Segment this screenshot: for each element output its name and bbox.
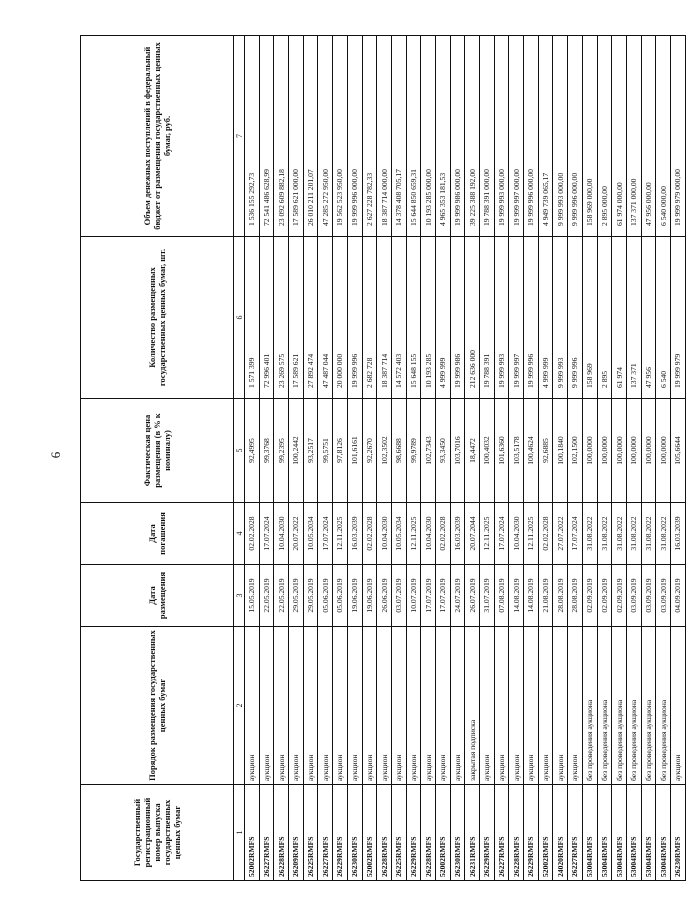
placement-date-cell: 02.09.2019: [612, 565, 627, 627]
placement-method-cell: аукцион: [347, 627, 362, 785]
budget-proceeds-cell: 9 999 993 000,00: [553, 36, 568, 237]
actual-price-cell: 92,4995: [245, 399, 260, 503]
budget-proceeds-cell: 61 974 000,00: [612, 36, 627, 237]
budget-proceeds-cell: 15 644 850 659,31: [406, 36, 421, 237]
quantity-cell: 15 648 155: [406, 237, 421, 399]
placement-method-cell: аукцион: [480, 627, 495, 785]
budget-proceeds-cell: 18 387 714 000,00: [377, 36, 392, 237]
column-number: 6: [234, 237, 245, 399]
actual-price-cell: 103,5178: [509, 399, 524, 503]
placement-method-cell: аукцион: [289, 627, 304, 785]
actual-price-cell: 99,9789: [406, 399, 421, 503]
placement-method-cell: без проведения аукциона: [626, 627, 641, 785]
registration-number-cell: 26227RMFS: [259, 785, 274, 881]
actual-price-cell: 101,6161: [347, 399, 362, 503]
quantity-cell: 19 999 996: [347, 237, 362, 399]
table-row: [538, 36, 553, 881]
actual-price-cell: 92,6885: [538, 399, 553, 503]
actual-price-cell: 99,5751: [318, 399, 333, 503]
budget-proceeds-cell: 19 999 979 000,00: [670, 36, 685, 237]
table-row: [347, 36, 362, 881]
placement-method-cell: аукцион: [259, 627, 274, 785]
quantity-cell: 212 636 000: [465, 237, 480, 399]
header-maturity-date: Дата погашения: [81, 503, 234, 565]
table-row: [568, 36, 583, 881]
quantity-cell: 19 999 986: [450, 237, 465, 399]
maturity-date-cell: 31.08.2022: [582, 503, 597, 565]
placement-method-cell: аукцион: [494, 627, 509, 785]
maturity-date-cell: 31.08.2022: [641, 503, 656, 565]
placement-method-cell: аукцион: [318, 627, 333, 785]
table-row: [582, 36, 597, 881]
maturity-date-cell: 10.04.2030: [421, 503, 436, 565]
quantity-cell: 19 999 996: [524, 237, 539, 399]
budget-proceeds-cell: 19 999 986 000,00: [450, 36, 465, 237]
maturity-date-cell: 16.03.2039: [347, 503, 362, 565]
registration-number-cell: 26228RMFS: [377, 785, 392, 881]
placement-method-cell: аукцион: [303, 627, 318, 785]
budget-proceeds-cell: 4 949 739 065,17: [538, 36, 553, 237]
quantity-cell: 47 487 044: [318, 237, 333, 399]
registration-number-cell: 26225RMFS: [391, 785, 406, 881]
budget-proceeds-cell: 158 969 000,00: [582, 36, 597, 237]
placement-date-cell: 14.08.2019: [509, 565, 524, 627]
placement-method-cell: аукцион: [377, 627, 392, 785]
maturity-date-cell: 12.11.2025: [524, 503, 539, 565]
registration-number-cell: 26230RMFS: [347, 785, 362, 881]
placement-date-cell: 03.09.2019: [641, 565, 656, 627]
quantity-cell: 14 572 403: [391, 237, 406, 399]
budget-proceeds-cell: 2 895 000,00: [597, 36, 612, 237]
registration-number-cell: 26209RMFS: [289, 785, 304, 881]
actual-price-cell: 100,0000: [626, 399, 641, 503]
header-row: [81, 36, 234, 881]
registration-number-cell: 26230RMFS: [450, 785, 465, 881]
registration-number-cell: 26227RMFS: [318, 785, 333, 881]
quantity-cell: 72 996 401: [259, 237, 274, 399]
table-row: [641, 36, 656, 881]
registration-number-cell: 53004RMFS: [656, 785, 671, 881]
placement-method-cell: аукцион: [568, 627, 583, 785]
maturity-date-cell: 20.07.2022: [289, 503, 304, 565]
actual-price-cell: 102,1500: [568, 399, 583, 503]
actual-price-cell: 100,4624: [524, 399, 539, 503]
actual-price-cell: 93,3450: [435, 399, 450, 503]
actual-price-cell: 99,2395: [274, 399, 289, 503]
registration-number-cell: 52002RMFS: [538, 785, 553, 881]
quantity-cell: 47 956: [641, 237, 656, 399]
actual-price-cell: 97,8126: [333, 399, 348, 503]
placement-date-cell: 17.07.2019: [435, 565, 450, 627]
budget-proceeds-cell: 9 999 996 000,00: [568, 36, 583, 237]
table-row: [333, 36, 348, 881]
header-actual-price: Фактическая цена размещения (в % к номиналу): [81, 399, 234, 503]
budget-proceeds-cell: 2 627 228 782,33: [362, 36, 377, 237]
quantity-cell: 61 974: [612, 237, 627, 399]
maturity-date-cell: 10.04.2030: [509, 503, 524, 565]
placement-date-cell: 04.09.2019: [670, 565, 685, 627]
budget-proceeds-cell: 26 010 211 201,07: [303, 36, 318, 237]
quantity-cell: 9 999 993: [553, 237, 568, 399]
table-row: [289, 36, 304, 881]
actual-price-cell: 100,0000: [612, 399, 627, 503]
registration-number-cell: 26228RMFS: [274, 785, 289, 881]
actual-price-cell: 100,0000: [641, 399, 656, 503]
maturity-date-cell: 10.05.2034: [303, 503, 318, 565]
registration-number-cell: 53004RMFS: [626, 785, 641, 881]
table-row: [670, 36, 685, 881]
placement-method-cell: аукцион: [538, 627, 553, 785]
actual-price-cell: 100,0000: [582, 399, 597, 503]
quantity-cell: 4 999 999: [538, 237, 553, 399]
quantity-cell: 27 892 474: [303, 237, 318, 399]
budget-proceeds-cell: 19 562 523 950,00: [333, 36, 348, 237]
maturity-date-cell: 17.07.2024: [494, 503, 509, 565]
placement-method-cell: аукцион: [333, 627, 348, 785]
registration-number-cell: 26227RMFS: [494, 785, 509, 881]
placement-date-cell: 14.08.2019: [524, 565, 539, 627]
maturity-date-cell: 31.08.2022: [626, 503, 641, 565]
placement-method-cell: аукцион: [406, 627, 421, 785]
registration-number-cell: 53004RMFS: [597, 785, 612, 881]
quantity-cell: 20 000 000: [333, 237, 348, 399]
table-row: [421, 36, 436, 881]
table-row: [612, 36, 627, 881]
registration-number-cell: 26229RMFS: [480, 785, 495, 881]
placement-date-cell: 17.07.2019: [421, 565, 436, 627]
budget-proceeds-cell: 19 788 391 000,00: [480, 36, 495, 237]
quantity-cell: 158 969: [582, 237, 597, 399]
registration-number-cell: 26229RMFS: [524, 785, 539, 881]
table-row: [377, 36, 392, 881]
column-number-row: [234, 36, 245, 881]
maturity-date-cell: 16.03.2039: [450, 503, 465, 565]
table-row: [406, 36, 421, 881]
header-registration-number: Государственный регистрационный номер выпуска государственных ценных бумаг: [81, 785, 234, 881]
maturity-date-cell: 27.07.2022: [553, 503, 568, 565]
placement-date-cell: 05.06.2019: [333, 565, 348, 627]
registration-number-cell: 53004RMFS: [641, 785, 656, 881]
quantity-cell: 19 999 979: [670, 237, 685, 399]
table-row: [509, 36, 524, 881]
placement-method-cell: аукцион: [245, 627, 260, 785]
placement-date-cell: 29.05.2019: [289, 565, 304, 627]
actual-price-cell: 103,7016: [450, 399, 465, 503]
actual-price-cell: 102,3502: [377, 399, 392, 503]
registration-number-cell: 52002RMFS: [435, 785, 450, 881]
budget-proceeds-cell: 4 965 353 181,53: [435, 36, 450, 237]
placement-method-cell: без проведения аукциона: [597, 627, 612, 785]
quantity-cell: 19 788 391: [480, 237, 495, 399]
placement-date-cell: 03.07.2019: [391, 565, 406, 627]
maturity-date-cell: 10.05.2034: [391, 503, 406, 565]
budget-proceeds-cell: 39 225 388 192,00: [465, 36, 480, 237]
maturity-date-cell: 10.04.2030: [274, 503, 289, 565]
placement-method-cell: аукцион: [524, 627, 539, 785]
actual-price-cell: 105,6644: [670, 399, 685, 503]
placement-date-cell: 02.09.2019: [582, 565, 597, 627]
placement-date-cell: 29.05.2019: [303, 565, 318, 627]
placement-method-cell: аукцион: [553, 627, 568, 785]
quantity-cell: 1 571 399: [245, 237, 260, 399]
actual-price-cell: 101,6360: [494, 399, 509, 503]
registration-number-cell: 26227RMFS: [568, 785, 583, 881]
column-number: 7: [234, 36, 245, 237]
maturity-date-cell: 12.11.2025: [480, 503, 495, 565]
registration-number-cell: 26229RMFS: [333, 785, 348, 881]
budget-proceeds-cell: 137 371 000,00: [626, 36, 641, 237]
header-placement-method: Порядок размещения государственных ценных бумаг: [81, 627, 234, 785]
registration-number-cell: 26229RMFS: [406, 785, 421, 881]
placement-date-cell: 28.08.2019: [553, 565, 568, 627]
placement-method-cell: аукцион: [670, 627, 685, 785]
placement-date-cell: 26.07.2019: [465, 565, 480, 627]
registration-number-cell: 26228RMFS: [509, 785, 524, 881]
maturity-date-cell: 17.07.2024: [568, 503, 583, 565]
column-number: 1: [234, 785, 245, 881]
maturity-date-cell: 16.03.2039: [670, 503, 685, 565]
quantity-cell: 23 269 575: [274, 237, 289, 399]
registration-number-cell: 52002RMFS: [245, 785, 260, 881]
registration-number-cell: 24020RMFS: [553, 785, 568, 881]
table-row: [391, 36, 406, 881]
registration-number-cell: 26225RMFS: [303, 785, 318, 881]
quantity-cell: 18 387 714: [377, 237, 392, 399]
actual-price-cell: 100,2442: [289, 399, 304, 503]
placement-date-cell: 05.06.2019: [318, 565, 333, 627]
budget-proceeds-cell: 19 999 996 000,00: [347, 36, 362, 237]
table-row: [626, 36, 641, 881]
table-row: [494, 36, 509, 881]
placement-method-cell: без проведения аукциона: [582, 627, 597, 785]
registration-number-cell: 26228RMFS: [421, 785, 436, 881]
maturity-date-cell: 12.11.2025: [333, 503, 348, 565]
budget-proceeds-cell: 72 541 486 628,99: [259, 36, 274, 237]
table-row: [245, 36, 260, 881]
table-row: [597, 36, 612, 881]
registration-number-cell: 26231RMFS: [465, 785, 480, 881]
maturity-date-cell: 31.08.2022: [656, 503, 671, 565]
actual-price-cell: 98,6688: [391, 399, 406, 503]
column-number: 4: [234, 503, 245, 565]
placement-method-cell: без проведения аукциона: [656, 627, 671, 785]
registration-number-cell: 53004RMFS: [612, 785, 627, 881]
placement-date-cell: 03.09.2019: [656, 565, 671, 627]
actual-price-cell: 102,7343: [421, 399, 436, 503]
quantity-cell: 19 999 993: [494, 237, 509, 399]
table-row: [553, 36, 568, 881]
table-container: [80, 36, 683, 881]
placement-method-cell: закрытая подписка: [465, 627, 480, 785]
quantity-cell: 19 999 997: [509, 237, 524, 399]
maturity-date-cell: 02.02.2028: [435, 503, 450, 565]
placement-date-cell: 10.07.2019: [406, 565, 421, 627]
header-quantity: Количество размещенных государственных ценных бумаг, шт.: [81, 237, 234, 399]
column-number: 3: [234, 565, 245, 627]
placement-date-cell: 19.06.2019: [347, 565, 362, 627]
quantity-cell: 6 540: [656, 237, 671, 399]
table-row: [274, 36, 289, 881]
budget-proceeds-cell: 17 589 621 000,00: [289, 36, 304, 237]
maturity-date-cell: 02.02.2028: [362, 503, 377, 565]
placement-method-cell: аукцион: [274, 627, 289, 785]
table-row: [318, 36, 333, 881]
table-body: [245, 36, 686, 881]
table-row: [259, 36, 274, 881]
quantity-cell: 2 682 728: [362, 237, 377, 399]
header-budget-proceeds: Объем денежных поступлений в федеральный бюджет от размещения государственных ценных бумаг, руб.: [81, 36, 234, 237]
budget-proceeds-cell: 19 999 997 000,00: [509, 36, 524, 237]
placement-date-cell: 07.08.2019: [494, 565, 509, 627]
maturity-date-cell: 17.07.2024: [318, 503, 333, 565]
maturity-date-cell: 17.07.2024: [259, 503, 274, 565]
maturity-date-cell: 12.11.2025: [406, 503, 421, 565]
actual-price-cell: 100,4032: [480, 399, 495, 503]
placement-method-cell: аукцион: [391, 627, 406, 785]
budget-proceeds-cell: 23 092 609 882,18: [274, 36, 289, 237]
actual-price-cell: 93,2517: [303, 399, 318, 503]
maturity-date-cell: 20.07.2044: [465, 503, 480, 565]
placement-method-cell: без проведения аукциона: [641, 627, 656, 785]
column-number: 2: [234, 627, 245, 785]
quantity-cell: 10 193 285: [421, 237, 436, 399]
budget-proceeds-cell: 10 193 285 000,00: [421, 36, 436, 237]
actual-price-cell: 18,4472: [465, 399, 480, 503]
placement-date-cell: 28.08.2019: [568, 565, 583, 627]
placement-method-cell: без проведения аукциона: [612, 627, 627, 785]
maturity-date-cell: 02.02.2028: [538, 503, 553, 565]
placement-date-cell: 19.06.2019: [362, 565, 377, 627]
maturity-date-cell: 31.08.2022: [612, 503, 627, 565]
budget-proceeds-cell: 6 540 000,00: [656, 36, 671, 237]
placement-date-cell: 31.07.2019: [480, 565, 495, 627]
rotated-table-frame: [80, 36, 683, 881]
table-row: [303, 36, 318, 881]
table-row: [450, 36, 465, 881]
placement-method-cell: аукцион: [362, 627, 377, 785]
placement-date-cell: 15.05.2019: [245, 565, 260, 627]
maturity-date-cell: 31.08.2022: [597, 503, 612, 565]
placement-method-cell: аукцион: [450, 627, 465, 785]
placement-date-cell: 24.07.2019: [450, 565, 465, 627]
registration-number-cell: 26230RMFS: [670, 785, 685, 881]
table-row: [656, 36, 671, 881]
placement-method-cell: аукцион: [421, 627, 436, 785]
header-placement-date: Дата размещения: [81, 565, 234, 627]
placement-date-cell: 22.05.2019: [274, 565, 289, 627]
placement-method-cell: аукцион: [435, 627, 450, 785]
quantity-cell: 17 589 621: [289, 237, 304, 399]
table-row: [465, 36, 480, 881]
placement-date-cell: 03.09.2019: [626, 565, 641, 627]
registration-number-cell: 53004RMFS: [582, 785, 597, 881]
placement-date-cell: 02.09.2019: [597, 565, 612, 627]
budget-proceeds-cell: 19 999 996 000,00: [524, 36, 539, 237]
placement-method-cell: аукцион: [509, 627, 524, 785]
page-number: 6: [48, 451, 63, 459]
maturity-date-cell: 02.02.2028: [245, 503, 260, 565]
actual-price-cell: 100,0000: [656, 399, 671, 503]
maturity-date-cell: 10.04.2030: [377, 503, 392, 565]
table-row: [480, 36, 495, 881]
actual-price-cell: 100,0000: [597, 399, 612, 503]
column-number: 5: [234, 399, 245, 503]
budget-proceeds-cell: 47 285 272 950,00: [318, 36, 333, 237]
actual-price-cell: 100,1840: [553, 399, 568, 503]
placement-date-cell: 21.08.2019: [538, 565, 553, 627]
actual-price-cell: 99,3768: [259, 399, 274, 503]
table-row: [435, 36, 450, 881]
budget-proceeds-cell: 19 999 993 000,00: [494, 36, 509, 237]
quantity-cell: 9 999 996: [568, 237, 583, 399]
quantity-cell: 4 999 999: [435, 237, 450, 399]
securities-table: [80, 35, 686, 881]
quantity-cell: 2 895: [597, 237, 612, 399]
table-row: [362, 36, 377, 881]
quantity-cell: 137 371: [626, 237, 641, 399]
placement-date-cell: 22.05.2019: [259, 565, 274, 627]
budget-proceeds-cell: 14 378 408 705,17: [391, 36, 406, 237]
table-row: [524, 36, 539, 881]
budget-proceeds-cell: 1 536 155 292,73: [245, 36, 260, 237]
registration-number-cell: 52002RMFS: [362, 785, 377, 881]
actual-price-cell: 92,2670: [362, 399, 377, 503]
budget-proceeds-cell: 47 956 000,00: [641, 36, 656, 237]
placement-date-cell: 26.06.2019: [377, 565, 392, 627]
